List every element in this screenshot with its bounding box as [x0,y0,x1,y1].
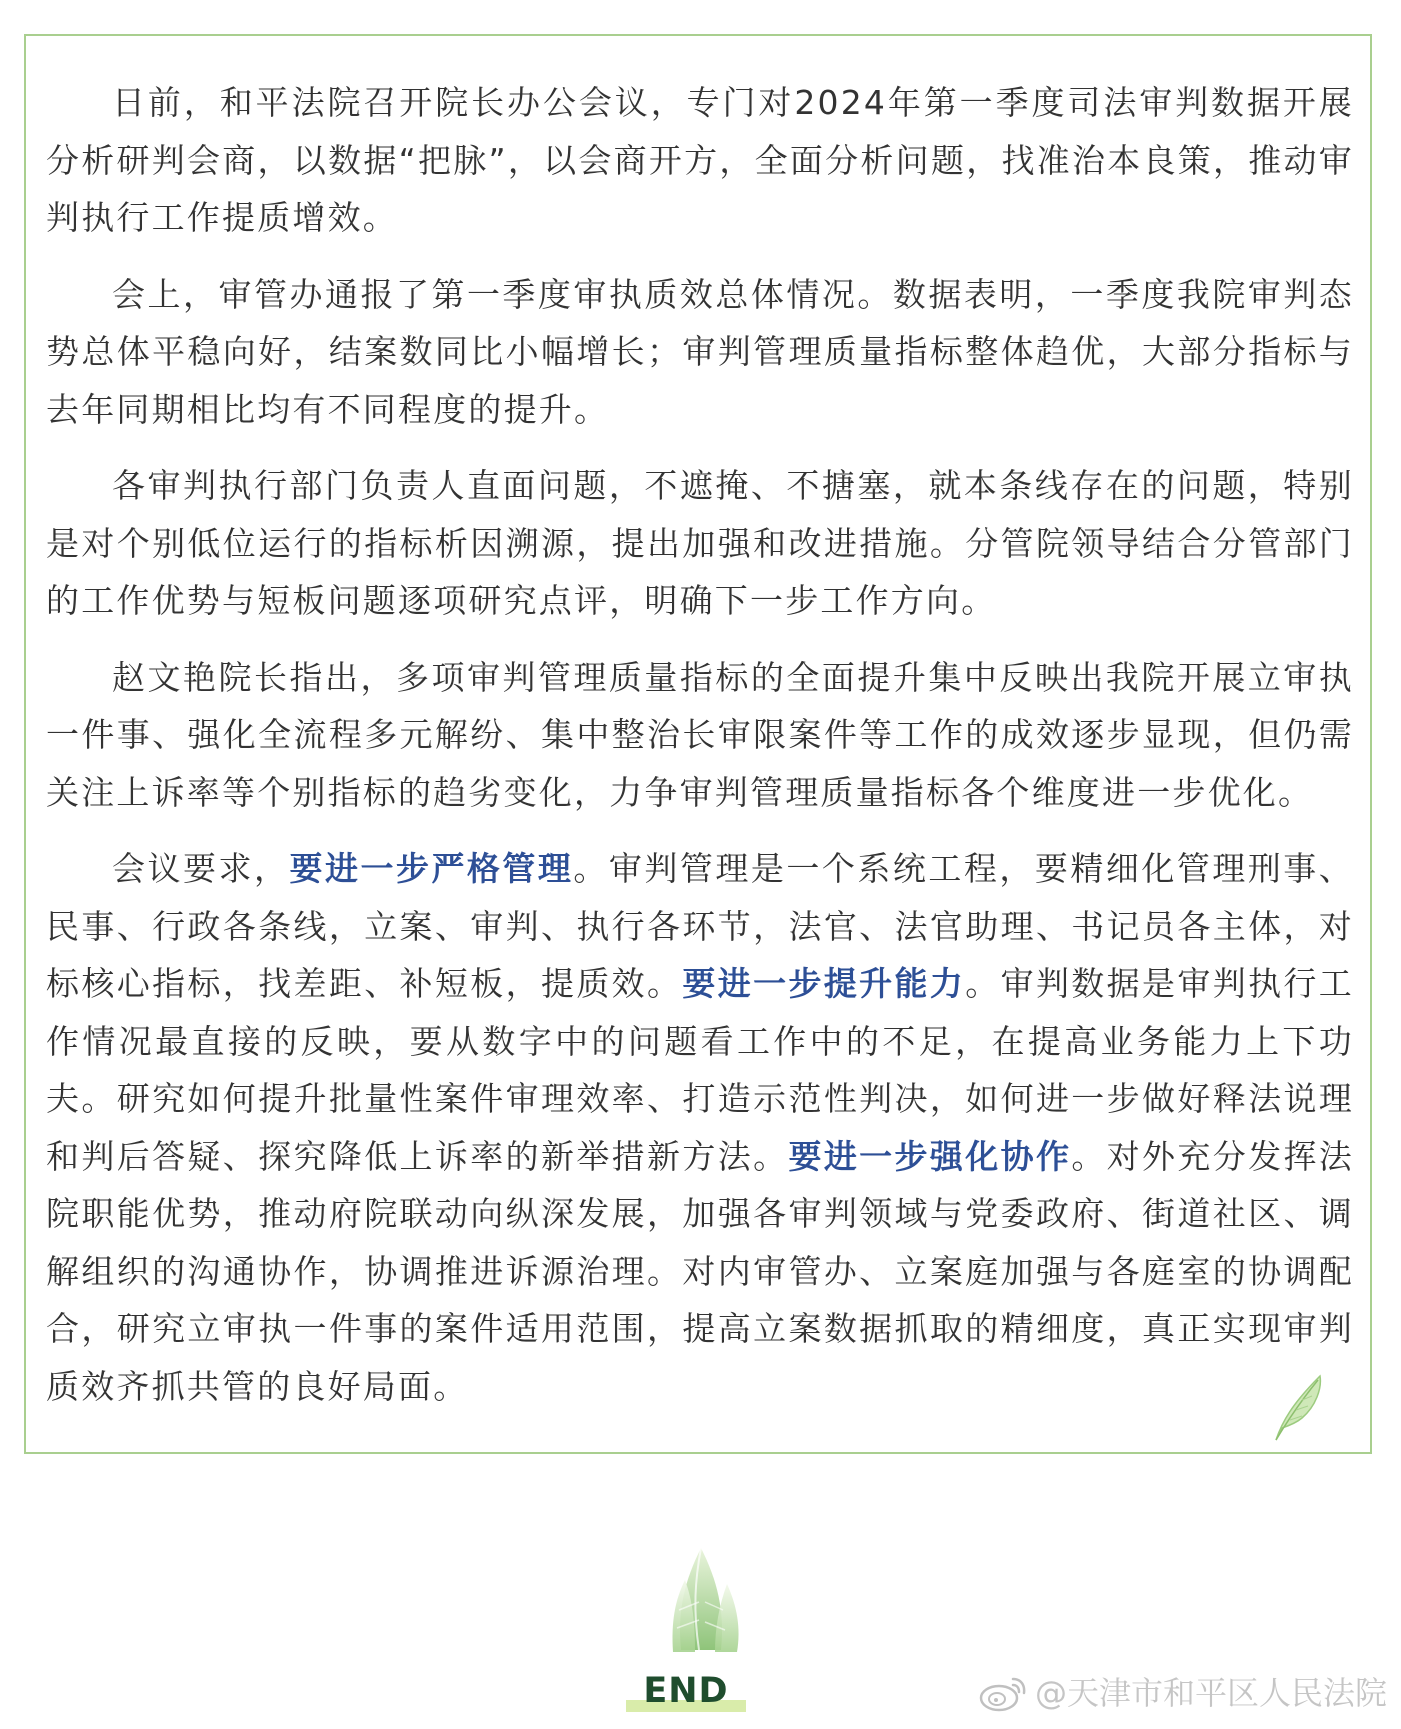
paragraph-text: 赵文艳院长指出，多项审判管理质量指标的全面提升集中反映出我院开展立审执一件事、强化全流程多元解纷、集中整治长审限案件等工作的成效逐步显现，但仍需关注上诉率等个别指标的趋劣变化，力争审判管理质量指标各个维度进一步优化。 [46,657,1354,812]
end-text: END [643,1671,729,1711]
weibo-logo-icon [977,1673,1029,1713]
paragraph-text: 。审判数据是审判执行工作情况最直接的反映，要从数字中的问题看工作中的不足，在提高业务能力上下功夫。研究如何提升批量性案件审理效率、打造示范性判决，如何进一步做好释法说理和判后答疑、探究降低上诉率的新举措新方法。 [46,964,1354,1176]
bamboo-shoot-icon [655,1540,755,1658]
highlighted-requirement: 要进一步强化协作 [788,1136,1072,1176]
article-body [46,74,1354,1434]
article-frame [24,34,1372,1454]
paragraph-text: 各审判执行部门负责人直面问题，不遮掩、不搪塞，就本条线存在的问题，特别是对个别低位运行的指标析因溯源，提出加强和改进措施。分管院领导结合分管部门的工作优势与短板问题逐项研究点评，明确下一步工作方向。 [46,466,1354,620]
highlighted-requirement: 要进一步提升能力 [682,964,966,1003]
article-paragraph [46,74,1354,247]
watermark-text: @天津市和平区人民法院 [1034,1674,1387,1712]
end-label [620,1668,752,1714]
article-paragraph [46,649,1354,822]
article-paragraph [46,266,1354,439]
paragraph-text: 。对外充分发挥法院职能优势，推动府院联动向纵深发展，加强各审判领域与党委政府、街道社区、调解组织的沟通协作，协调推进诉源治理。对内审管办、立案庭加强与各庭室的协调配合，研究立审执一件事的案件适用范围，提高立案数据抓取的精细度，真正实现审判质效齐抓共管的良好局面。 [46,1136,1354,1406]
paragraph-text: 会议要求， [112,849,290,888]
article-paragraph [46,840,1354,1415]
paragraph-text: 会上，审管办通报了第一季度审执质效总体情况。数据表明，一季度我院审判态势总体平稳向好，结案数同比小幅增长；审判管理质量指标整体趋优，大部分指标与去年同期相比均有不同程度的提升。 [46,274,1354,429]
highlighted-requirement: 要进一步严格管理 [289,849,574,888]
paragraph-text: 日前，和平法院召开院长办公会议，专门对2024年第一季度司法审判数据开展分析研判会商，以数据“把脉”，以会商开方，全面分析问题，找准治本良策，推动审判执行工作提质增效。 [46,83,1354,237]
paragraph-text: 。审判管理是一个系统工程，要精细化管理刑事、民事、行政各条线，立案、审判、执行各环节，法官、法官助理、书记员各主体，对标核心指标，找差距、补短板，提质效。 [46,849,1354,1003]
feather-icon [1268,1370,1328,1442]
weibo-watermark [977,1668,1387,1718]
article-paragraph [46,457,1354,630]
